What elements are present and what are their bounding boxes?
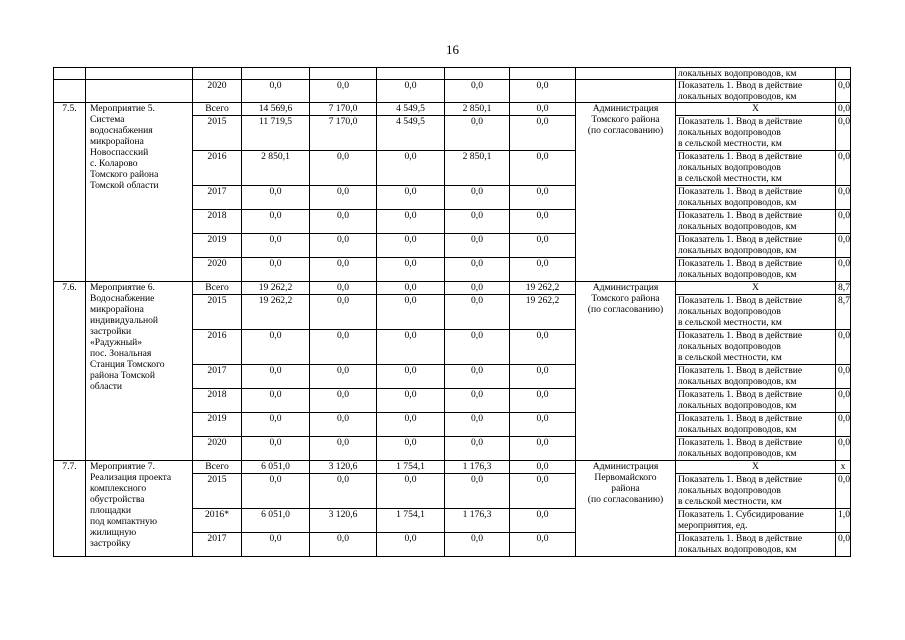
amount-cell: 0,0 bbox=[510, 234, 576, 258]
amount-cell: 19 262,2 bbox=[242, 282, 310, 295]
empty-cell bbox=[242, 68, 310, 80]
amount-cell: 0,0 bbox=[510, 533, 576, 557]
indicator-cell: Показатель 1. Ввод в действие локальных водопроводов в сельской местности, км bbox=[676, 474, 836, 509]
year-cell: 2020 bbox=[193, 258, 242, 282]
amount-cell: 0,0 bbox=[510, 116, 576, 151]
empty-cell bbox=[576, 68, 676, 80]
amount-cell: 0,0 bbox=[377, 474, 445, 509]
amount-cell: 0,0 bbox=[445, 413, 510, 437]
amount-cell: 0,0 bbox=[377, 389, 445, 413]
table-row bbox=[54, 461, 851, 474]
indicator-value-cell: 0,0 bbox=[836, 103, 851, 116]
amount-cell: 6 051,0 bbox=[242, 461, 310, 474]
indicator-cell: Показатель 1. Ввод в действие локальных водопроводов в сельской местности, км bbox=[676, 330, 836, 365]
indicator-cell: X bbox=[676, 103, 836, 116]
amount-cell: 4 549,5 bbox=[377, 116, 445, 151]
amount-cell: 0,0 bbox=[310, 295, 377, 330]
amount-cell: 0,0 bbox=[310, 413, 377, 437]
amount-cell: 0,0 bbox=[510, 210, 576, 234]
amount-cell: 0,0 bbox=[510, 474, 576, 509]
amount-cell: 0,0 bbox=[242, 210, 310, 234]
amount-cell: 7 170,0 bbox=[310, 103, 377, 116]
amount-cell: 7 170,0 bbox=[310, 116, 377, 151]
amount-cell: 0,0 bbox=[242, 330, 310, 365]
indicator-cell: Показатель 1. Ввод в действие локальных водопроводов, км bbox=[676, 413, 836, 437]
empty-cell bbox=[510, 68, 576, 80]
year-cell: 2016* bbox=[193, 509, 242, 533]
amount-cell: 0,0 bbox=[310, 234, 377, 258]
year-cell: 2020 bbox=[193, 437, 242, 461]
indicator-cell: Показатель 1. Ввод в действие локальных водопроводов, км bbox=[676, 258, 836, 282]
indicator-cell: Показатель 1. Ввод в действие локальных водопроводов, км bbox=[676, 186, 836, 210]
indicator-value-cell: 1,0 bbox=[836, 509, 851, 533]
amount-cell: 0,0 bbox=[510, 330, 576, 365]
year-cell: 2015 bbox=[193, 295, 242, 330]
amount-cell: 19 262,2 bbox=[242, 295, 310, 330]
amount-cell: 0,0 bbox=[377, 282, 445, 295]
amount-cell: 0,0 bbox=[377, 413, 445, 437]
indicator-cell: Показатель 1. Ввод в действие локальных водопроводов, км bbox=[676, 533, 836, 557]
amount-cell: 0,0 bbox=[242, 186, 310, 210]
responsible-cell: Администрация Томского района (по согласованию) bbox=[576, 282, 676, 461]
amount-cell: 0,0 bbox=[242, 80, 310, 103]
empty-cell bbox=[310, 68, 377, 80]
indicator-cell: Показатель 1. Ввод в действие локальных водопроводов, км bbox=[676, 210, 836, 234]
indicator-cell: Показатель 1. Ввод в действие локальных водопроводов, км bbox=[676, 234, 836, 258]
amount-cell: 3 120,6 bbox=[310, 461, 377, 474]
indicator-value-cell: 0,0 bbox=[836, 116, 851, 151]
indicator-cell: Показатель 1. Ввод в действие локальных водопроводов в сельской местности, км bbox=[676, 116, 836, 151]
amount-cell: 0,0 bbox=[510, 151, 576, 186]
empty-cell bbox=[576, 80, 676, 103]
empty-cell bbox=[86, 80, 193, 103]
amount-cell: 0,0 bbox=[310, 80, 377, 103]
amount-cell: 1 754,1 bbox=[377, 461, 445, 474]
amount-cell: 0,0 bbox=[242, 258, 310, 282]
amount-cell: 0,0 bbox=[445, 116, 510, 151]
amount-cell: 0,0 bbox=[510, 103, 576, 116]
amount-cell: 0,0 bbox=[310, 365, 377, 389]
year-cell: Всего bbox=[193, 282, 242, 295]
indicator-value-cell: 0,0 bbox=[836, 234, 851, 258]
table-row bbox=[54, 68, 851, 80]
amount-cell: 0,0 bbox=[445, 330, 510, 365]
amount-cell: 0,0 bbox=[445, 282, 510, 295]
program-table bbox=[53, 67, 851, 557]
measure-name-cell: Мероприятие 6. Водоснабжение микрорайона индивидуальной застройки «Радужный» пос. Зональная Станция Томского района Томской области bbox=[86, 282, 193, 461]
year-cell: 2016 bbox=[193, 151, 242, 186]
indicator-cell: Показатель 1. Ввод в действие локальных водопроводов, км bbox=[676, 389, 836, 413]
amount-cell: 0,0 bbox=[445, 234, 510, 258]
indicator-cell: Показатель 1. Ввод в действие локальных водопроводов в сельской местности, км bbox=[676, 151, 836, 186]
amount-cell: 0,0 bbox=[445, 437, 510, 461]
indicator-value-cell: 0,0 bbox=[836, 186, 851, 210]
amount-cell: 0,0 bbox=[310, 210, 377, 234]
amount-cell: 0,0 bbox=[510, 461, 576, 474]
amount-cell: 0,0 bbox=[310, 437, 377, 461]
amount-cell: 0,0 bbox=[377, 186, 445, 210]
amount-cell: 19 262,2 bbox=[510, 295, 576, 330]
amount-cell: 11 719,5 bbox=[242, 116, 310, 151]
year-cell: 2019 bbox=[193, 234, 242, 258]
amount-cell: 1 754,1 bbox=[377, 509, 445, 533]
indicator-value-cell: 0,0 bbox=[836, 389, 851, 413]
amount-cell: 0,0 bbox=[445, 80, 510, 103]
amount-cell: 0,0 bbox=[377, 365, 445, 389]
amount-cell: 19 262,2 bbox=[510, 282, 576, 295]
indicator-cell: Показатель 1. Ввод в действие локальных водопроводов, км bbox=[676, 365, 836, 389]
indicator-value-cell: 0,0 bbox=[836, 365, 851, 389]
amount-cell: 0,0 bbox=[445, 533, 510, 557]
amount-cell: 0,0 bbox=[445, 389, 510, 413]
amount-cell: 0,0 bbox=[377, 80, 445, 103]
amount-cell: 0,0 bbox=[510, 258, 576, 282]
amount-cell: 0,0 bbox=[445, 210, 510, 234]
year-cell: 2015 bbox=[193, 116, 242, 151]
indicator-cell: Показатель 1. Субсидирование мероприятия, ед. bbox=[676, 509, 836, 533]
indicator-value-cell: x bbox=[836, 461, 851, 474]
empty-cell bbox=[445, 68, 510, 80]
amount-cell: 0,0 bbox=[445, 474, 510, 509]
amount-cell: 0,0 bbox=[377, 533, 445, 557]
amount-cell: 0,0 bbox=[310, 474, 377, 509]
amount-cell: 2 850,1 bbox=[445, 103, 510, 116]
indicator-cell: X bbox=[676, 461, 836, 474]
year-cell: 2020 bbox=[193, 80, 242, 103]
amount-cell: 0,0 bbox=[510, 509, 576, 533]
indicator-value-cell: 0,0 bbox=[836, 437, 851, 461]
indicator-value-cell: 0,0 bbox=[836, 413, 851, 437]
amount-cell: 0,0 bbox=[242, 365, 310, 389]
amount-cell: 0,0 bbox=[310, 282, 377, 295]
amount-cell: 0,0 bbox=[377, 330, 445, 365]
amount-cell: 0,0 bbox=[310, 389, 377, 413]
indicator-value-cell: 0,0 bbox=[836, 258, 851, 282]
measure-number-cell: 7.5. bbox=[54, 103, 86, 282]
amount-cell: 0,0 bbox=[377, 295, 445, 330]
amount-cell: 0,0 bbox=[445, 295, 510, 330]
amount-cell: 0,0 bbox=[242, 389, 310, 413]
table-row bbox=[54, 282, 851, 295]
indicator-value-cell: 0,0 bbox=[836, 474, 851, 509]
year-cell: 2018 bbox=[193, 210, 242, 234]
empty-cell bbox=[836, 68, 851, 80]
amount-cell: 14 569,6 bbox=[242, 103, 310, 116]
amount-cell: 0,0 bbox=[377, 258, 445, 282]
table-body bbox=[54, 68, 851, 557]
table-row bbox=[54, 80, 851, 103]
amount-cell: 0,0 bbox=[310, 258, 377, 282]
amount-cell: 0,0 bbox=[510, 437, 576, 461]
indicator-cell: Показатель 1. Ввод в действие локальных водопроводов в сельской местности, км bbox=[676, 295, 836, 330]
table-row bbox=[54, 103, 851, 116]
year-cell: 2017 bbox=[193, 186, 242, 210]
amount-cell: 0,0 bbox=[310, 186, 377, 210]
amount-cell: 0,0 bbox=[445, 258, 510, 282]
indicator-cell: X bbox=[676, 282, 836, 295]
year-cell: 2017 bbox=[193, 533, 242, 557]
amount-cell: 0,0 bbox=[242, 437, 310, 461]
amount-cell: 2 850,1 bbox=[242, 151, 310, 186]
measure-number-cell: 7.7. bbox=[54, 461, 86, 557]
indicator-value-cell: 8,7 bbox=[836, 295, 851, 330]
amount-cell: 0,0 bbox=[310, 330, 377, 365]
amount-cell: 0,0 bbox=[377, 210, 445, 234]
amount-cell: 0,0 bbox=[242, 413, 310, 437]
amount-cell: 3 120,6 bbox=[310, 509, 377, 533]
year-cell: 2019 bbox=[193, 413, 242, 437]
amount-cell: 0,0 bbox=[445, 186, 510, 210]
indicator-cell: локальных водопроводов, км bbox=[676, 68, 836, 80]
amount-cell: 6 051,0 bbox=[242, 509, 310, 533]
responsible-cell: Администрация Первомайского района (по согласованию) bbox=[576, 461, 676, 557]
indicator-cell: Показатель 1. Ввод в действие локальных водопроводов, км bbox=[676, 437, 836, 461]
amount-cell: 0,0 bbox=[377, 437, 445, 461]
indicator-value-cell: 0,0 bbox=[836, 151, 851, 186]
measure-name-cell: Мероприятие 5. Система водоснабжения микрорайона Новоспасский с. Коларово Томского района Томской области bbox=[86, 103, 193, 282]
amount-cell: 0,0 bbox=[377, 151, 445, 186]
year-cell: 2017 bbox=[193, 365, 242, 389]
empty-cell bbox=[54, 68, 86, 80]
amount-cell: 0,0 bbox=[510, 389, 576, 413]
amount-cell: 0,0 bbox=[242, 474, 310, 509]
amount-cell: 2 850,1 bbox=[445, 151, 510, 186]
measure-number-cell: 7.6. bbox=[54, 282, 86, 461]
amount-cell: 0,0 bbox=[510, 365, 576, 389]
responsible-cell: Администрация Томского района (по согласованию) bbox=[576, 103, 676, 282]
empty-cell bbox=[86, 68, 193, 80]
amount-cell: 0,0 bbox=[510, 186, 576, 210]
empty-cell bbox=[377, 68, 445, 80]
measure-name-cell: Мероприятие 7. Реализация проекта комплексного обустройства площадки под компактную жилищную застройку bbox=[86, 461, 193, 557]
year-cell: 2016 bbox=[193, 330, 242, 365]
empty-cell bbox=[54, 80, 86, 103]
indicator-value-cell: 0,0 bbox=[836, 533, 851, 557]
empty-cell bbox=[193, 68, 242, 80]
amount-cell: 0,0 bbox=[310, 151, 377, 186]
indicator-value-cell: 0,0 bbox=[836, 210, 851, 234]
year-cell: 2018 bbox=[193, 389, 242, 413]
amount-cell: 0,0 bbox=[310, 533, 377, 557]
amount-cell: 0,0 bbox=[445, 365, 510, 389]
indicator-cell: Показатель 1. Ввод в действие локальных водопроводов, км bbox=[676, 80, 836, 103]
year-cell: Всего bbox=[193, 461, 242, 474]
amount-cell: 0,0 bbox=[377, 234, 445, 258]
amount-cell: 1 176,3 bbox=[445, 461, 510, 474]
year-cell: Всего bbox=[193, 103, 242, 116]
amount-cell: 0,0 bbox=[242, 234, 310, 258]
amount-cell: 0,0 bbox=[510, 80, 576, 103]
indicator-value-cell: 0,0 bbox=[836, 330, 851, 365]
amount-cell: 0,0 bbox=[510, 413, 576, 437]
amount-cell: 4 549,5 bbox=[377, 103, 445, 116]
amount-cell: 1 176,3 bbox=[445, 509, 510, 533]
amount-cell: 0,0 bbox=[242, 533, 310, 557]
indicator-value-cell: 0,0 bbox=[836, 80, 851, 103]
page-number: 16 bbox=[446, 42, 459, 57]
year-cell: 2015 bbox=[193, 474, 242, 509]
indicator-value-cell: 8,7 bbox=[836, 282, 851, 295]
